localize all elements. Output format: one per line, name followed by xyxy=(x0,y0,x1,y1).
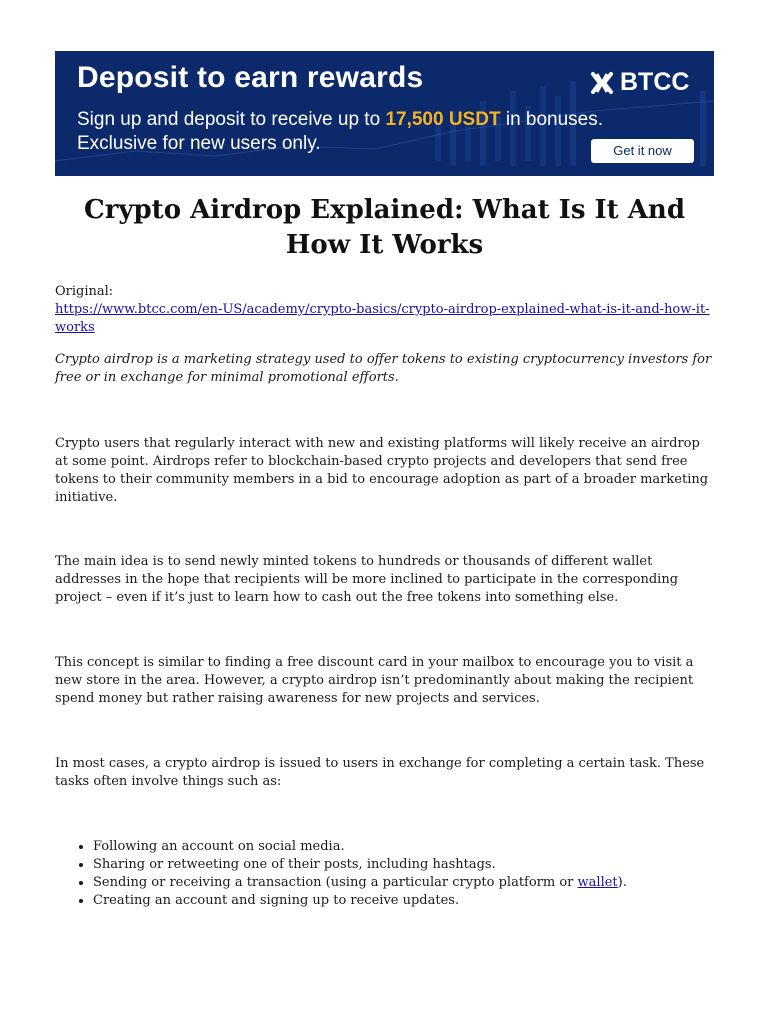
wallet-link[interactable]: wallet xyxy=(577,875,618,890)
banner-sub-prefix: Sign up and deposit to receive up to xyxy=(77,109,386,130)
task-list xyxy=(55,838,752,910)
article-paragraph-4: In most cases, a crypto airdrop is issued to users in exchange for completing a certain task. These tasks often involve things such as: xyxy=(55,756,705,789)
list-item: • Creating an account and signing up to receive updates. xyxy=(93,892,752,910)
original-url-link[interactable]: https://www.btcc.com/en-US/academy/crypto-basics/crypto-airdrop-explained-what-is-it-and-how-it-works xyxy=(55,302,710,335)
banner-subtext xyxy=(77,108,603,156)
article-paragraph-3: This concept is similar to finding a free discount card in your mailbox to encourage you to visit a new store in the area. However, a crypto airdrop isn’t predominantly about making the recipient spend money but rather raising awareness for new projects and services. xyxy=(55,655,694,706)
list-item: • Sharing or retweeting one of their posts, including hashtags. xyxy=(93,856,752,874)
banner-sub-line2: Exclusive for new users only. xyxy=(77,133,321,154)
article-paragraph-1: Crypto users that regularly interact with new and existing platforms will likely receive an airdrop at some point. Airdrops refer to blockchain-based crypto projects and developers that send free tokens to their community members in a bid to encourage adoption as part of a broader marketing initiative. xyxy=(55,436,709,505)
btcc-logo-icon xyxy=(590,71,614,95)
get-it-now-button[interactable]: Get it now xyxy=(591,139,694,163)
article-paragraph-2: The main idea is to send newly minted tokens to hundreds or thousands of different wallet addresses in the hope that recipients will be more inclined to participate in the corresponding project – even if it’s just to learn how to cash out the free tokens into something else. xyxy=(55,554,679,605)
banner-bonus-amount: 17,500 USDT xyxy=(385,109,501,130)
article-lead: Crypto airdrop is a marketing strategy used to offer tokens to existing cryptocurrency investors for free or in exchange for minimal promotional efforts. xyxy=(55,352,712,385)
banner-sub-suffix: in bonuses. xyxy=(500,109,604,130)
original-label: Original: xyxy=(55,284,114,299)
list-item xyxy=(93,874,752,892)
article-title: Crypto Airdrop Explained: What Is It And How It Works xyxy=(84,195,685,260)
list-item-prefix: Sending or receiving a transaction (using a particular crypto platform or xyxy=(93,875,578,890)
original-source xyxy=(55,283,714,337)
list-item: • Following an account on social media. xyxy=(93,838,752,856)
btcc-logo-text: BTCC xyxy=(620,68,690,96)
banner-headline: Deposit to earn rewards xyxy=(77,61,424,94)
btcc-logo xyxy=(590,68,689,97)
promo-banner[interactable] xyxy=(55,51,714,176)
list-item-suffix: ). xyxy=(617,875,627,890)
